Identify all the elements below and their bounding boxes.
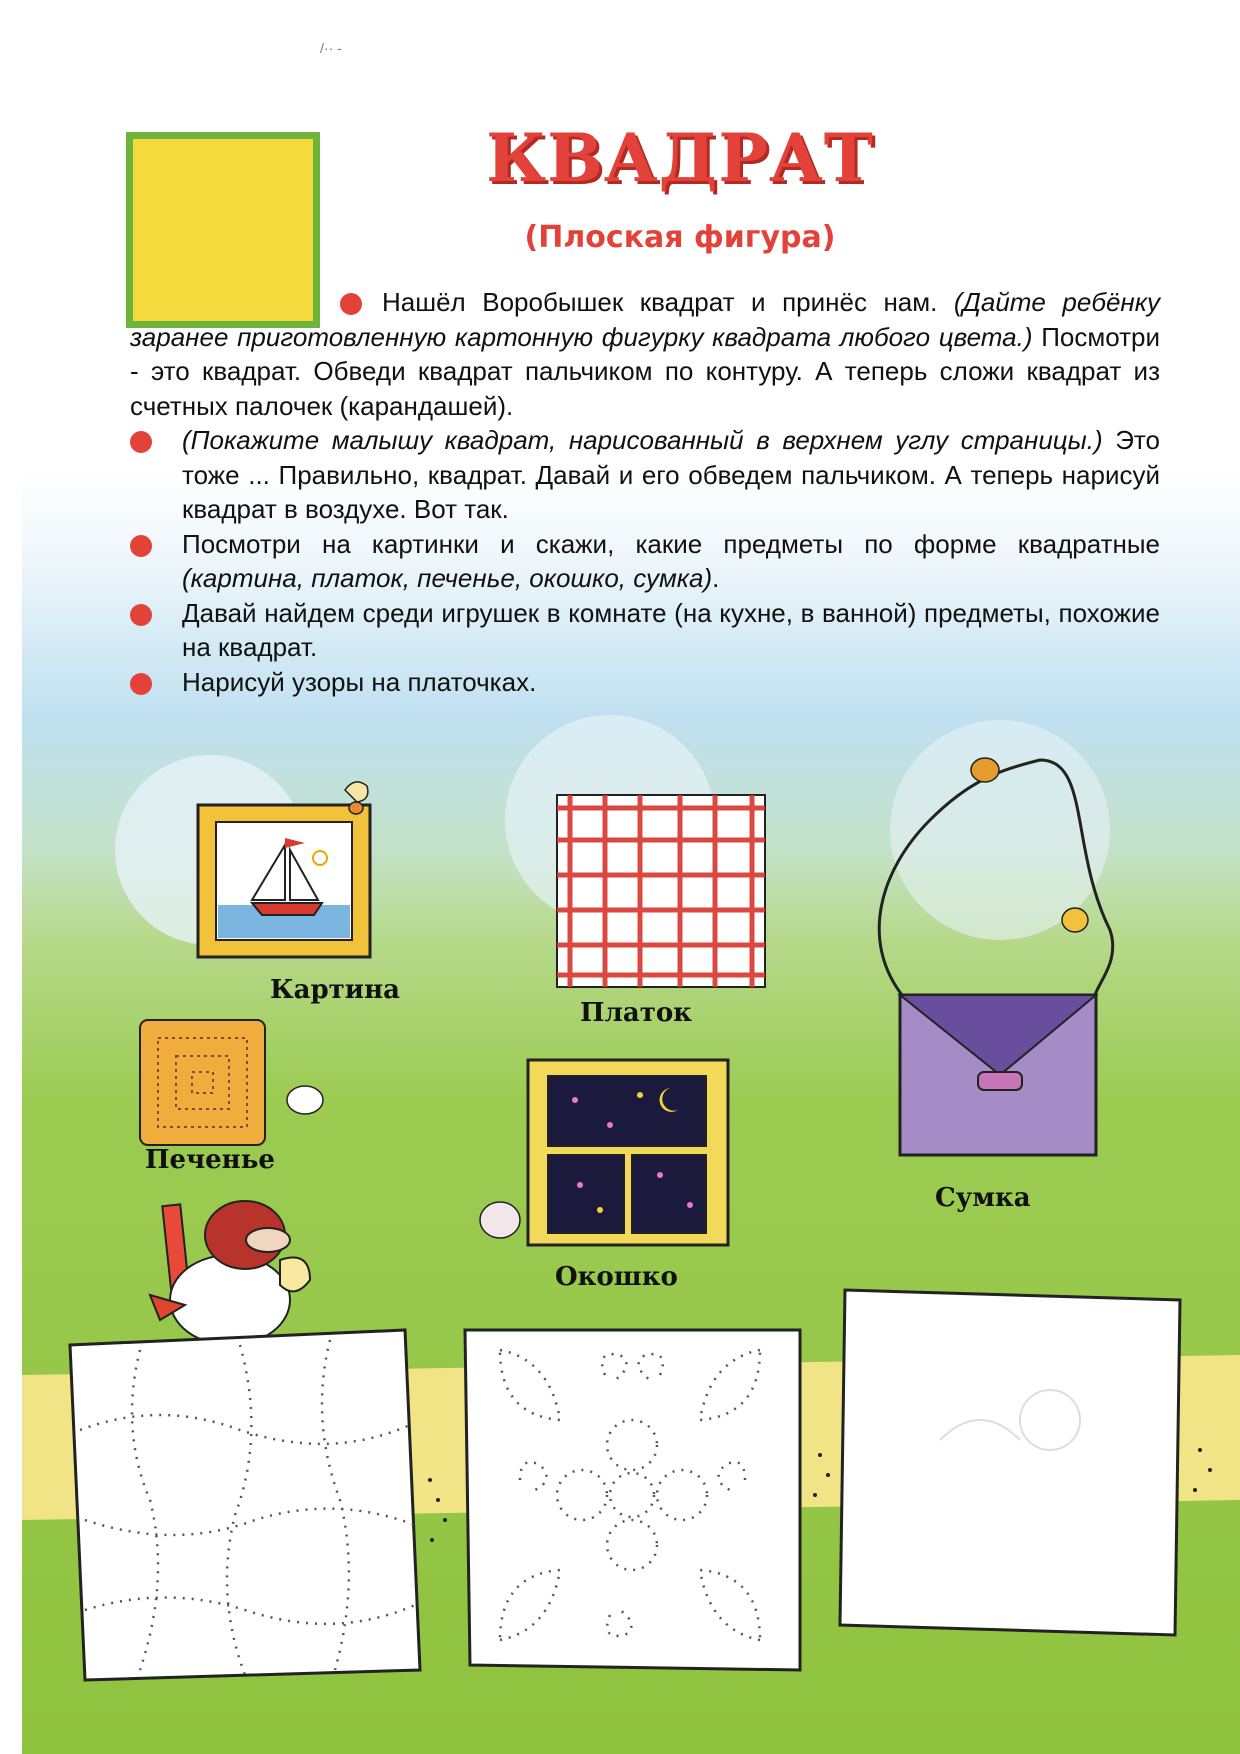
paragraph-4-text: Давай найдем среди игрушек в комнате (на кухне, в ванной) предметы, похожие на квадрат. [182,597,1160,662]
bird-icon [349,802,363,814]
label-scarf: Платок [580,998,692,1028]
picture-frame-illustration [198,782,370,957]
paragraph-1-text-end: Посмотри - это квадрат. Обведи квадрат пальчиком по контуру. А теперь сложи квадрат из счетных палочек (карандашей). [130,321,1160,421]
paragraph-2-italic: (Покажите малышу квадрат, нарисованный в верхнем углу страницы.) [182,425,1103,455]
mouse-icon [1062,908,1088,932]
paragraph-3-text-end: . [712,563,720,593]
label-bag: Сумка [935,1183,1031,1213]
window-illustration [480,1060,728,1245]
butterfly-icon [345,782,368,802]
bg-circle [890,720,1110,940]
drawing-square-1 [70,1330,420,1680]
label-window: Окошко [555,1262,678,1292]
label-cookie: Печенье [145,1145,275,1175]
label-picture: Картина [270,975,400,1005]
paragraph-1-text: Нашёл Воробышек квадрат и принёс нам. [382,287,954,317]
page-subtitle: (Плоская фигура) [524,220,836,255]
paragraph-1-italic: (Дайте ребёнку заранее приготовленную картонную фигурку квадрата любого цвета.) [130,287,1160,352]
sparrow-with-pencil-illustration [150,1201,310,1345]
scarf-illustration [557,795,765,987]
corner-mark: /·· - [320,40,342,56]
paragraph-2-text: Это тоже ... Правильно, квадрат. Давай и его обведем пальчиком. А теперь нарисуй квадрат в воздухе. Вот так. [182,425,1160,524]
paragraph-3-text: Посмотри на картинки и скажи, какие предметы по форме квадратные [182,528,1160,559]
cookie-illustration [140,1020,323,1145]
gnome-icon [480,1202,520,1238]
mouse-icon [971,758,999,782]
paragraph-5-text: Нарисуй узоры на платочках. [182,666,537,697]
page-title: КВАДРАТ [486,119,874,197]
mouse-icon [287,1086,323,1114]
drawing-square-3 [840,1290,1180,1635]
drawing-square-2 [465,1330,800,1670]
paragraph-3-italic: (картина, платок, печенье, окошко, сумка) [182,563,713,593]
